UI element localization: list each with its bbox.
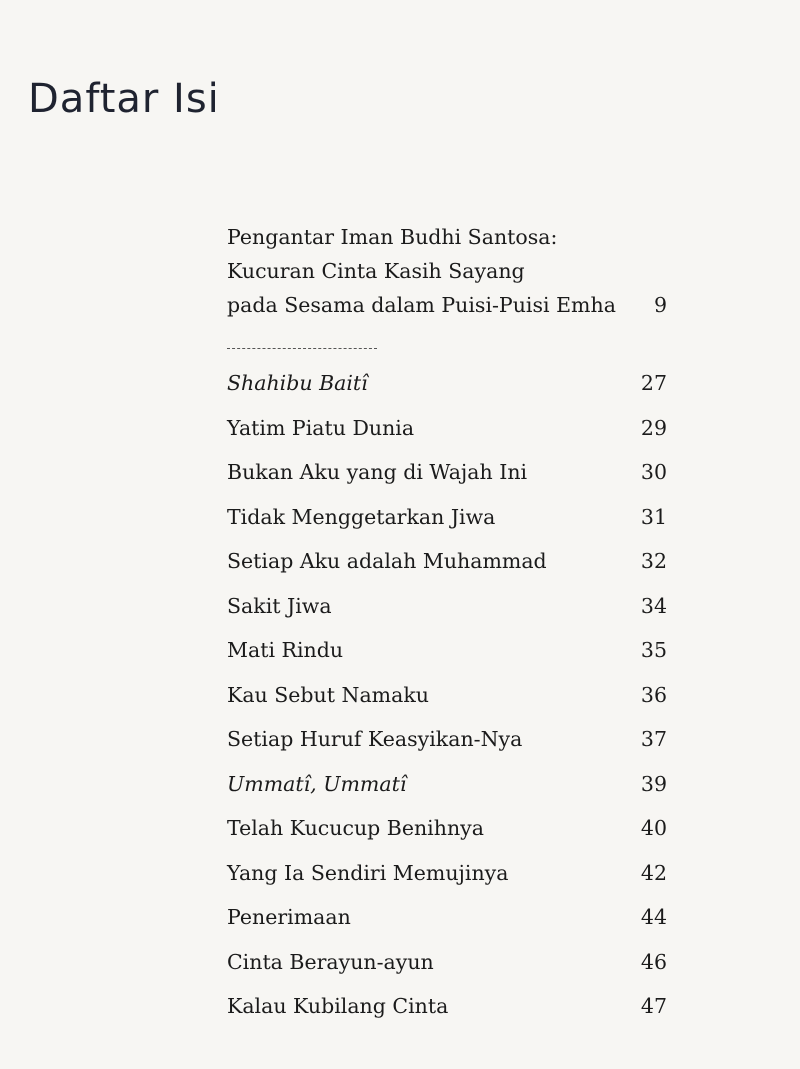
- toc-entry: [227, 628, 667, 673]
- entry-page-number: 30: [640, 460, 667, 484]
- entry-title: Penerimaan: [227, 905, 351, 929]
- entry-page-number: 35: [640, 638, 667, 662]
- entry-page-number: 47: [640, 994, 667, 1018]
- entry-title: Mati Rindu: [227, 638, 344, 662]
- toc-entry: [227, 940, 667, 985]
- toc-entry: [227, 984, 667, 1029]
- page-title: Daftar Isi: [28, 76, 220, 122]
- entry-title: Telah Kucucup Benihnya: [227, 816, 484, 840]
- entry-page-number: 31: [640, 504, 667, 529]
- toc-entry: [227, 450, 667, 495]
- entry-title: Kau Sebut Namaku: [227, 682, 429, 707]
- entry-page-number: 36: [640, 682, 667, 707]
- entry-title: Setiap Aku adalah Muhammad: [227, 549, 547, 573]
- intro-entry: [227, 220, 667, 322]
- entry-page-number: 34: [640, 593, 667, 618]
- entry-title: Setiap Huruf Keasyikan-Nya: [227, 727, 523, 751]
- entry-title: Tidak Menggetarkan Jiwa: [227, 504, 496, 529]
- entry-title: Shahibu Baitî: [227, 371, 368, 395]
- toc-entry: [227, 406, 667, 451]
- entry-page-number: 44: [640, 905, 667, 929]
- toc-entry: [227, 673, 667, 718]
- entry-title: Sakit Jiwa: [227, 593, 332, 618]
- entry-page-number: 46: [640, 949, 667, 974]
- toc-entry: [227, 895, 667, 940]
- entry-page-number: 37: [640, 727, 667, 751]
- intro-line: Kucuran Cinta Kasih Sayang: [227, 259, 525, 283]
- entry-page-number: 32: [640, 549, 667, 573]
- entry-title: Yang Ia Sendiri Memujinya: [227, 860, 509, 885]
- toc-entry: [227, 717, 667, 762]
- toc-entry: [227, 806, 667, 851]
- intro-line: pada Sesama dalam Puisi-Puisi Emha: [227, 293, 616, 317]
- entry-page-number: 42: [640, 860, 667, 885]
- intro-page-number: 9: [653, 293, 667, 317]
- toc-entry: [227, 361, 667, 406]
- entry-title: Ummatî, Ummatî: [227, 771, 407, 796]
- entry-list: [227, 361, 667, 1029]
- entry-page-number: 29: [640, 415, 667, 440]
- separator: [227, 348, 377, 349]
- toc-entry: [227, 584, 667, 629]
- intro-line: Pengantar Iman Budhi Santosa:: [227, 225, 558, 249]
- entry-page-number: 27: [640, 371, 667, 395]
- entry-title: Kalau Kubilang Cinta: [227, 994, 449, 1018]
- table-of-contents: [227, 220, 667, 1029]
- entry-page-number: 39: [640, 771, 667, 796]
- toc-entry: [227, 495, 667, 540]
- entry-title: Cinta Berayun-ayun: [227, 949, 434, 974]
- toc-entry: [227, 851, 667, 896]
- toc-entry: [227, 539, 667, 584]
- entry-page-number: 40: [640, 816, 667, 840]
- toc-entry: [227, 762, 667, 807]
- entry-title: Bukan Aku yang di Wajah Ini: [227, 460, 528, 484]
- entry-title: Yatim Piatu Dunia: [227, 415, 415, 440]
